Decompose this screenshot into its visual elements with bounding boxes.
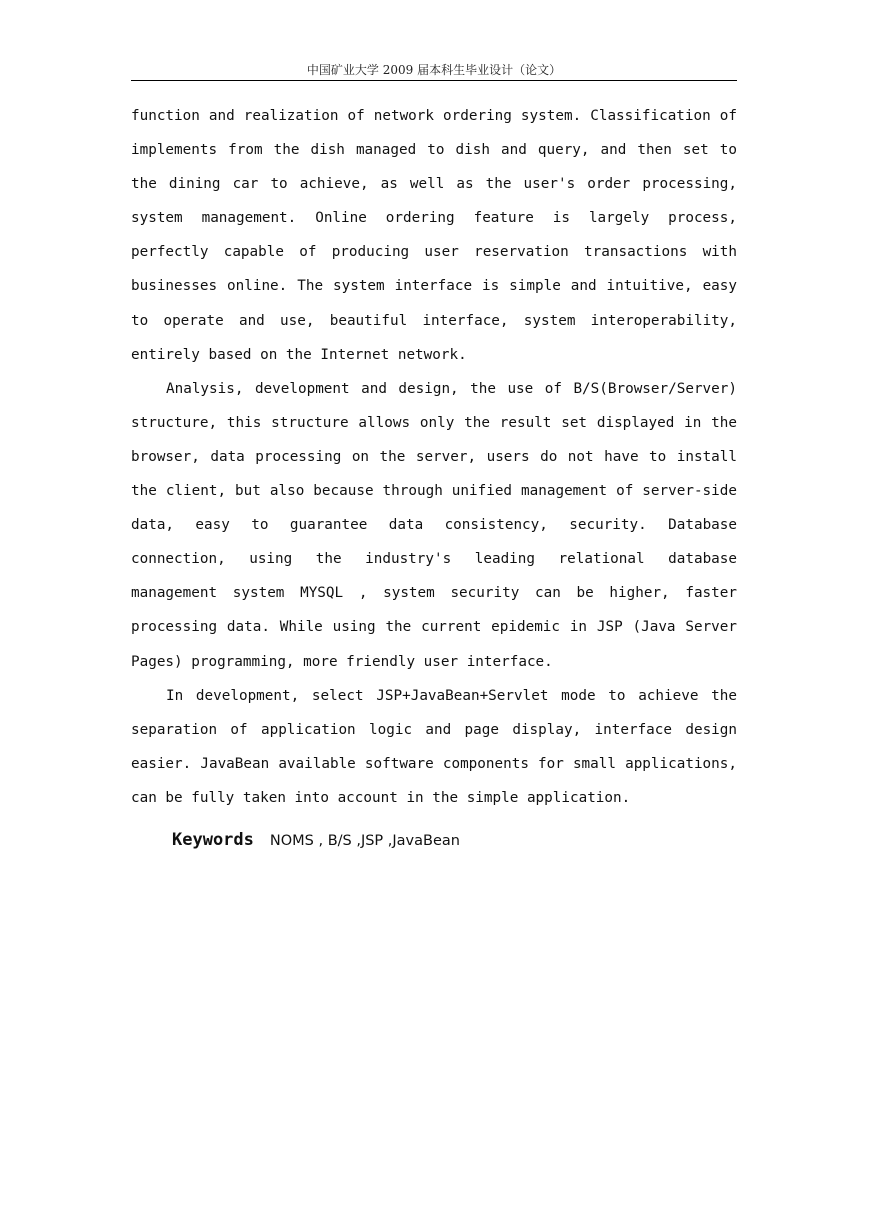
keywords-label: Keywords xyxy=(172,830,254,850)
abstract-paragraph-3: In development, select JSP+JavaBean+Servlet mode to achieve the separation of application logic and page display, interface design easier. JavaBean available software components for small applications, can be fully taken into account in the simple application. xyxy=(131,687,737,806)
abstract-paragraph-1: function and realization of network ordering system. Classification of implements from the dish managed to dish and query, and then set to the dining car to achieve, as well as the user's order processing, system management. Online ordering feature is largely process, perfectly capable of producing user reservation transactions with businesses online. The system interface is simple and intuitive, easy to operate and use, beautiful interface, system interoperability, entirely based on the Internet network. xyxy=(131,108,737,363)
abstract-body xyxy=(131,99,737,815)
keywords-values: NOMS , B/S ,JSP ,JavaBean xyxy=(269,833,460,849)
keywords-line xyxy=(172,830,460,850)
page-header: 中国矿业大学 2009 届本科生毕业设计（论文） xyxy=(306,63,562,77)
header-rule xyxy=(131,80,737,81)
abstract-paragraph-2: Analysis, development and design, the use of B/S(Browser/Server) structure, this structure allows only the result set displayed in the browser, data processing on the server, users do not have to install the client, but also because through unified management of server-side data, easy to guarantee data consistency, security. Database connection, using the industry's leading relational database management system MYSQL , system security can be higher, faster processing data. While using the current epidemic in JSP (Java Server Pages) programming, more friendly user interface. xyxy=(131,380,737,670)
